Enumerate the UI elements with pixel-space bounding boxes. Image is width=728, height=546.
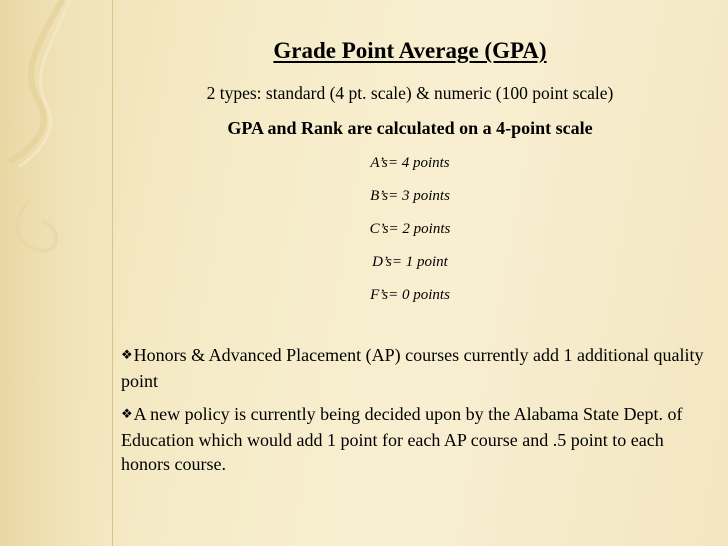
slide-subtitle: 2 types: standard (4 pt. scale) & numeric (100 point scale) (206, 83, 614, 103)
grade-points-list (300, 151, 520, 316)
grade-item: B’s= 3 points (370, 188, 450, 204)
grade-item: A’s= 4 points (370, 155, 450, 171)
diamond-bullet-icon: ❖ (121, 406, 133, 421)
ribbon-swirl-icon (0, 0, 112, 300)
decorative-divider-line (112, 0, 113, 546)
bullet-text: A new policy is currently being decided upon by the Alabama State Dept. of Education which would add 1 point for each AP course and .5 point to each honors course. (121, 404, 683, 474)
grade-item: F’s= 0 points (370, 287, 450, 303)
grade-item: D’s= 1 point (372, 254, 448, 270)
grade-item: C’s= 2 points (369, 221, 451, 237)
bullet-new-policy (121, 402, 706, 476)
diamond-bullet-icon: ❖ (121, 347, 133, 362)
bullet-honors-ap (121, 343, 706, 393)
calculation-note: GPA and Rank are calculated on a 4-point scale (227, 118, 593, 138)
bullet-text: Honors & Advanced Placement (AP) courses currently add 1 additional quality point (121, 345, 704, 391)
slide-title: Grade Point Average (GPA) (273, 38, 547, 63)
